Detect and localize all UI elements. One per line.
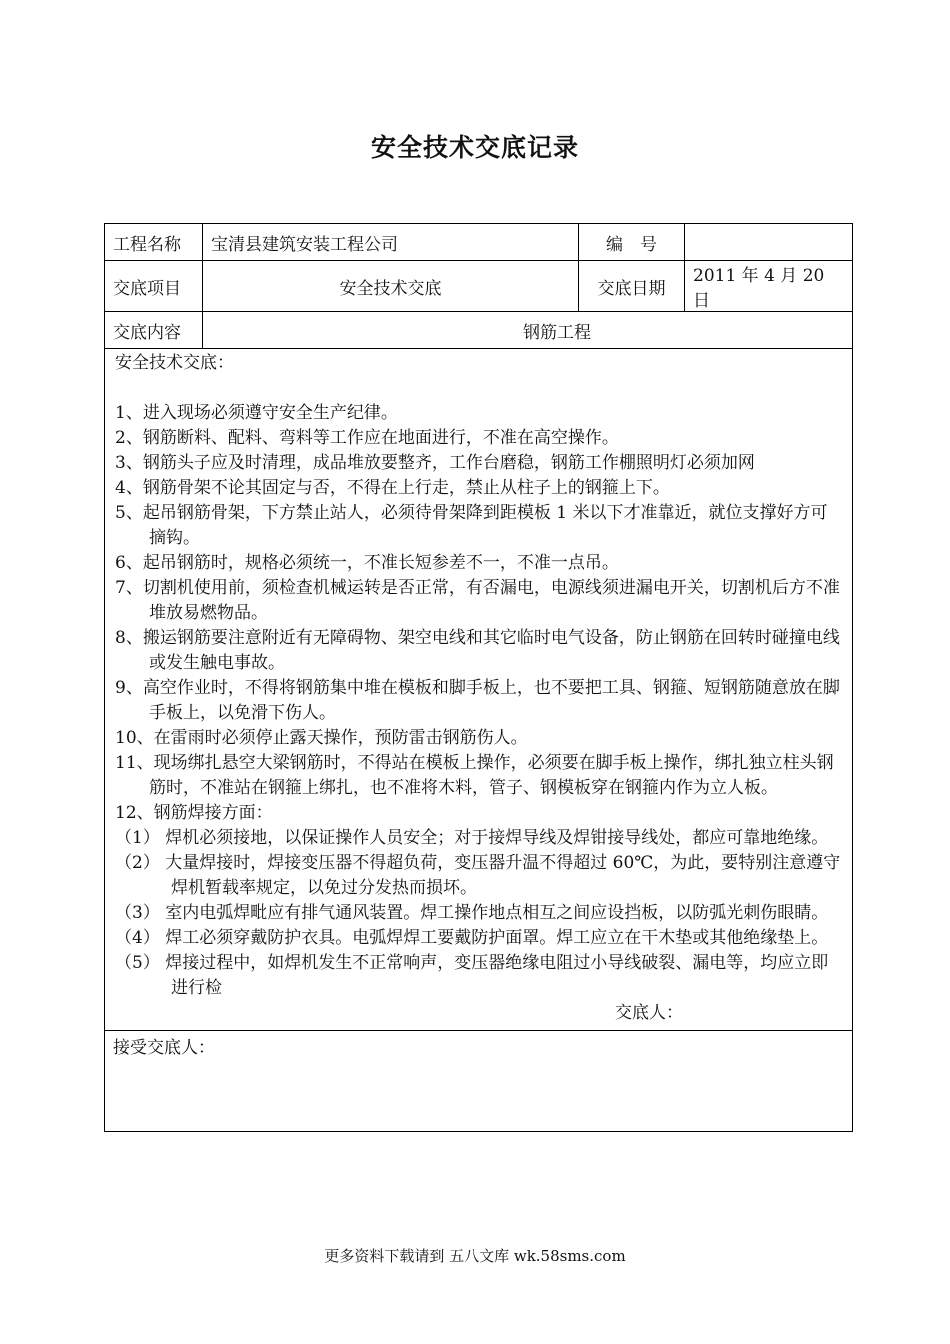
sub-list-item: （4） 焊工必须穿戴防护衣具。电弧焊焊工要戴防护面罩。焊工应立在干木垫或其他绝缘垫上。 xyxy=(115,928,829,948)
list-item: 8、搬运钢筋要注意附近有无障碍物、架空电线和其它临时电气设备，防止钢筋在回转时碰撞电线或发生触电事故。 xyxy=(115,628,840,673)
number-label: 编 号 xyxy=(579,224,685,261)
receiver-signature: 接受交底人： xyxy=(105,1031,853,1132)
list-item: 10、在雷雨时必须停止露天操作，预防雷击钢筋伤人。 xyxy=(115,728,528,748)
project-name-row xyxy=(105,224,853,261)
disclosure-item-row xyxy=(105,261,853,312)
list-item: 2、钢筋断料、配料、弯料等工作应在地面进行，不准在高空操作。 xyxy=(115,428,619,448)
content-body xyxy=(105,349,853,1031)
disclosure-item-value: 安全技术交底 xyxy=(203,261,579,312)
list-item: 9、高空作业时，不得将钢筋集中堆在模板和脚手板上，也不要把工具、钢箍、短钢筋随意放在脚手板上，以免滑下伤人。 xyxy=(115,678,840,723)
sub-list-item: （1） 焊机必须接地，以保证操作人员安全；对于接焊导线及焊钳接导线处，都应可靠地绝缘。 xyxy=(115,828,829,848)
sub-list-item: （3） 室内电弧焊毗应有排气通风装置。焊工操作地点相互之间应设挡板，以防弧光刺伤眼睛。 xyxy=(115,903,829,923)
list-item: 12、钢筋焊接方面： xyxy=(115,803,273,823)
disclosure-table xyxy=(104,223,853,1132)
list-item: 7、切割机使用前，须检查机械运转是否正常，有否漏电，电源线须进漏电开关，切割机后方不准堆放易燃物品。 xyxy=(115,578,840,623)
list-item: 5、起吊钢筋骨架，下方禁止站人，必须待骨架降到距模板 1 米以下才准靠近，就位支撑好方可摘钩。 xyxy=(115,503,828,548)
receiver-row xyxy=(105,1031,853,1132)
disclosure-item-label: 交底项目 xyxy=(105,261,203,312)
content-body-row xyxy=(105,349,853,1031)
list-item: 3、钢筋头子应及时清理，成品堆放要整齐，工作台磨稳，钢筋工作棚照明灯必须加网 xyxy=(115,453,755,473)
footer-text: 更多资料下载请到 五八文库 wk.58sms.com xyxy=(324,1247,626,1265)
disclosure-content-label: 交底内容 xyxy=(105,312,203,349)
list-item: 6、起吊钢筋时，规格必须统一，不准长短参差不一，不准一点吊。 xyxy=(115,553,619,573)
sub-list-item: （2） 大量焊接时，焊接变压器不得超负荷，变压器升温不得超过 60℃，为此，要特别注意遵守焊机暂载率规定，以免过分发热而损坏。 xyxy=(115,853,841,898)
number-value xyxy=(685,224,853,261)
disclosure-date-value: 2011 年 4 月 20 日 xyxy=(685,261,853,312)
discloser-signature: 交底人： xyxy=(615,1003,683,1023)
content-heading: 安全技术交底： xyxy=(115,353,234,373)
page-title: 安全技术交底记录 xyxy=(370,133,579,162)
disclosure-content-row xyxy=(105,312,853,349)
list-item: 1、进入现场必须遵守安全生产纪律。 xyxy=(115,403,398,423)
disclosure-date-label: 交底日期 xyxy=(579,261,685,312)
list-item: 11、现场绑扎悬空大梁钢筋时，不得站在模板上操作，必须要在脚手板上操作，绑扎独立柱头钢筋时，不准站在钢箍上绑扎，也不准将木料，管子、钢模板穿在钢箍内作为立人板。 xyxy=(115,753,834,798)
list-item: 4、钢筋骨架不论其固定与否，不得在上行走，禁止从柱子上的钢箍上下。 xyxy=(115,478,670,498)
project-name-label: 工程名称 xyxy=(105,224,203,261)
disclosure-content-value: 钢筋工程 xyxy=(203,312,853,349)
project-name-value: 宝清县建筑安装工程公司 xyxy=(203,224,579,261)
sub-list-item: （5） 焊接过程中，如焊机发生不正常响声，变压器绝缘电阻过小导线破裂、漏电等，均应立即进行检 xyxy=(115,953,829,998)
